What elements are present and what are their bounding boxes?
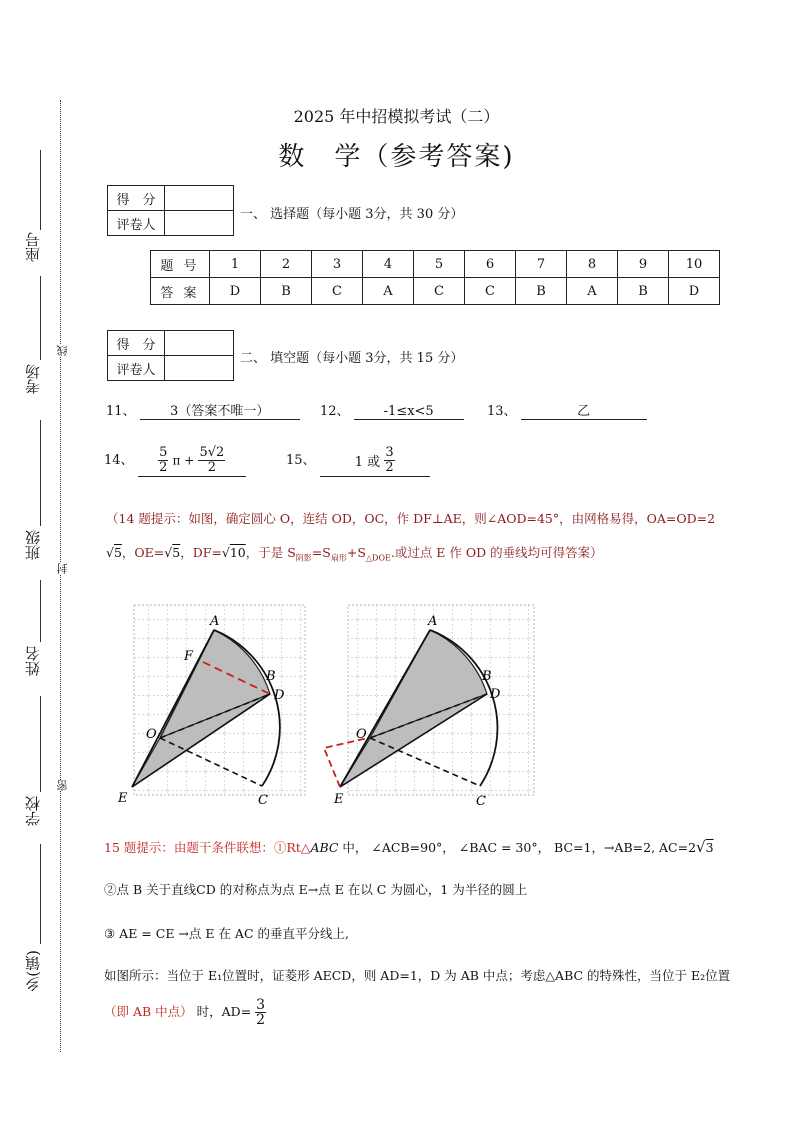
class-underline: [40, 420, 41, 526]
q-answer: A: [567, 278, 618, 305]
score-label: 得 分: [108, 331, 165, 356]
binding-dotted-line: [60, 100, 61, 1052]
hint15-abc: ABC: [310, 840, 339, 855]
hint15-line5: [104, 998, 266, 1027]
label-E: E: [118, 791, 128, 806]
school-underline: [40, 696, 41, 792]
label-O2: O: [356, 727, 367, 742]
q-answer: C: [465, 278, 516, 305]
hint15-lead: 15 题提示：由题干条件联想：①Rt△: [104, 840, 311, 855]
hint14-eq: =S: [311, 545, 331, 560]
hint15-line4: 如图所示：当位于 E₁位置时，证菱形 AECD，则 AD=1，D 为 AB 中点；考虑△ABC 的特殊性，当位于 E₂位置: [104, 968, 731, 983]
q13-answer: 乙: [521, 400, 647, 420]
q14: [104, 446, 246, 477]
hint15-frac-num: 3: [256, 997, 266, 1013]
score-cell: [165, 186, 234, 211]
hint15-sqrt3: 3: [705, 840, 714, 855]
room-label: 考场: [24, 364, 42, 394]
hint15-frac-den: 2: [256, 1012, 266, 1028]
name-underline: [40, 580, 41, 642]
q14-frac1-num: 5: [159, 445, 168, 460]
q-answer: C: [414, 278, 465, 305]
hint15-ad: 时，AD=: [192, 1004, 252, 1019]
figure-left: [117, 605, 305, 808]
hint14-s: ，于是 S: [245, 545, 296, 560]
q14-pi: π +: [172, 453, 195, 468]
score-cell: [165, 331, 234, 356]
q-number: 6: [465, 251, 516, 278]
hint14-line2: √5，OE=√5，DF=√10，于是 $S_{阴影}=S_{扇形}+S_{\triangle DOE}$.或过点 E 作 OD 的垂线均可得答案）: [106, 545, 603, 563]
hint15-line1: 15 题提示：由题干条件联想：①Rt△ABC 中， ∠ACB=90°， ∠BAC = 30°， BC=1，→AB=2, AC=2√3: [104, 838, 714, 856]
grader-label: 评卷人: [108, 356, 165, 381]
q15-pre: 1 或: [354, 455, 381, 470]
hint14-sub-sector: 扇形: [330, 553, 347, 563]
answer-table: [150, 250, 720, 305]
q-number: 9: [618, 251, 669, 278]
q11-answer: 3（答案不唯一）: [140, 400, 300, 420]
q-answer: A: [363, 278, 414, 305]
q13-number: 13、: [487, 404, 517, 419]
q-number: 1: [210, 251, 261, 278]
label-A: A: [210, 614, 220, 629]
q14-frac1-den: 2: [159, 460, 168, 475]
label-B: B: [266, 669, 276, 684]
q-number: 4: [363, 251, 414, 278]
hint14-sqrt5-b: 5: [172, 545, 181, 560]
town-underline: [40, 844, 41, 944]
q12: [320, 400, 464, 420]
q-answer: B: [261, 278, 312, 305]
hint14-plus: +S: [346, 545, 366, 560]
answer-table-number-row: [151, 251, 720, 278]
q15-number: 15、: [286, 453, 316, 468]
label-E2: E: [334, 792, 344, 807]
seal-mark: 封: [56, 563, 69, 574]
q12-number: 12、: [320, 404, 350, 419]
hint14-line1: （14 题提示：如图，确定圆心 O，连结 OD，OC，作 DF⊥AE，则∠AOD=45°，由网格易得，OA=OD=2: [106, 511, 716, 526]
q-number: 2: [261, 251, 312, 278]
hint14-sub-tri: △DOE: [365, 553, 391, 563]
hint14-oe: ，OE=: [121, 545, 165, 560]
q11-number: 11、: [106, 404, 136, 419]
school-label: 学校: [24, 796, 42, 826]
label-D2: D: [490, 687, 501, 702]
q-number: 3: [312, 251, 363, 278]
seat-label: 座号: [24, 232, 42, 262]
q-number: 8: [567, 251, 618, 278]
secret-mark: 密: [56, 780, 69, 791]
q14-frac2-den: 2: [207, 460, 216, 475]
q12-answer: -1≤x<5: [354, 404, 464, 420]
score-label: 得 分: [108, 186, 165, 211]
town-label: 乡(镇): [24, 950, 42, 992]
q13: [487, 400, 647, 420]
grader-label: 评卷人: [108, 211, 165, 236]
q14-frac2-num: 5√2: [199, 445, 225, 460]
q15-frac-num: 3: [385, 445, 394, 460]
label-D: D: [274, 688, 285, 703]
answer-table-answer-row: [151, 278, 720, 305]
q-answer: D: [669, 278, 720, 305]
hint14-sqrt10: 10: [229, 545, 246, 560]
section2-heading: 二、 填空题（每小题 3分，共 15 分）: [240, 351, 464, 366]
hint15-midpoint: （即 AB 中点）: [104, 1004, 193, 1019]
label-B2: B: [482, 669, 492, 684]
class-label: 班级: [24, 530, 42, 560]
hint14-sub-shade: 阴影: [295, 553, 312, 563]
hint14-df: ，DF=: [180, 545, 222, 560]
number-header: 题 号: [151, 251, 210, 278]
q-number: 5: [414, 251, 465, 278]
q-answer: B: [516, 278, 567, 305]
section1-heading: 一、 选择题（每小题 3分，共 30 分）: [240, 207, 464, 222]
hint15-cond: 中， ∠ACB=90°， ∠BAC = 30°， BC=1，→AB=2, AC=2: [338, 840, 697, 855]
hint15-line3: ③ AE = CE →点 E 在 AC 的垂直平分线上,: [104, 926, 349, 941]
figure-right: [324, 605, 534, 809]
q-answer: B: [618, 278, 669, 305]
label-C2: C: [476, 794, 486, 809]
label-F: F: [184, 649, 194, 664]
grader-cell: [165, 211, 234, 236]
q-answer: C: [312, 278, 363, 305]
room-underline: [40, 276, 41, 360]
line-mark: 线: [56, 345, 69, 356]
q15: [286, 446, 430, 477]
q14-number: 14、: [104, 453, 134, 468]
label-A2: A: [428, 614, 438, 629]
exam-subtitle: 2025 年中招模拟考试（二）: [293, 107, 500, 126]
grader-cell: [165, 356, 234, 381]
hint14-figures: [110, 600, 550, 810]
q-answer: D: [210, 278, 261, 305]
label-C: C: [258, 793, 268, 808]
q15-frac-den: 2: [385, 460, 394, 475]
q11: [106, 400, 300, 420]
name-label: 姓名: [24, 646, 42, 676]
hint14-sqrt5-a: 5: [113, 545, 122, 560]
label-O: O: [146, 727, 157, 742]
score-box-1: [107, 185, 234, 236]
q-number: 10: [669, 251, 720, 278]
answer-header: 答 案: [151, 278, 210, 305]
score-box-2: [107, 330, 234, 381]
hint14-tail: .或过点 E 作 OD 的垂线均可得答案）: [390, 545, 603, 560]
exam-title: 数 学（参考答案): [278, 142, 515, 172]
hint15-line2: ②点 B 关于直线CD 的对称点为点 E→点 E 在以 C 为圆心，1 为半径的圆上: [104, 882, 528, 897]
q-number: 7: [516, 251, 567, 278]
